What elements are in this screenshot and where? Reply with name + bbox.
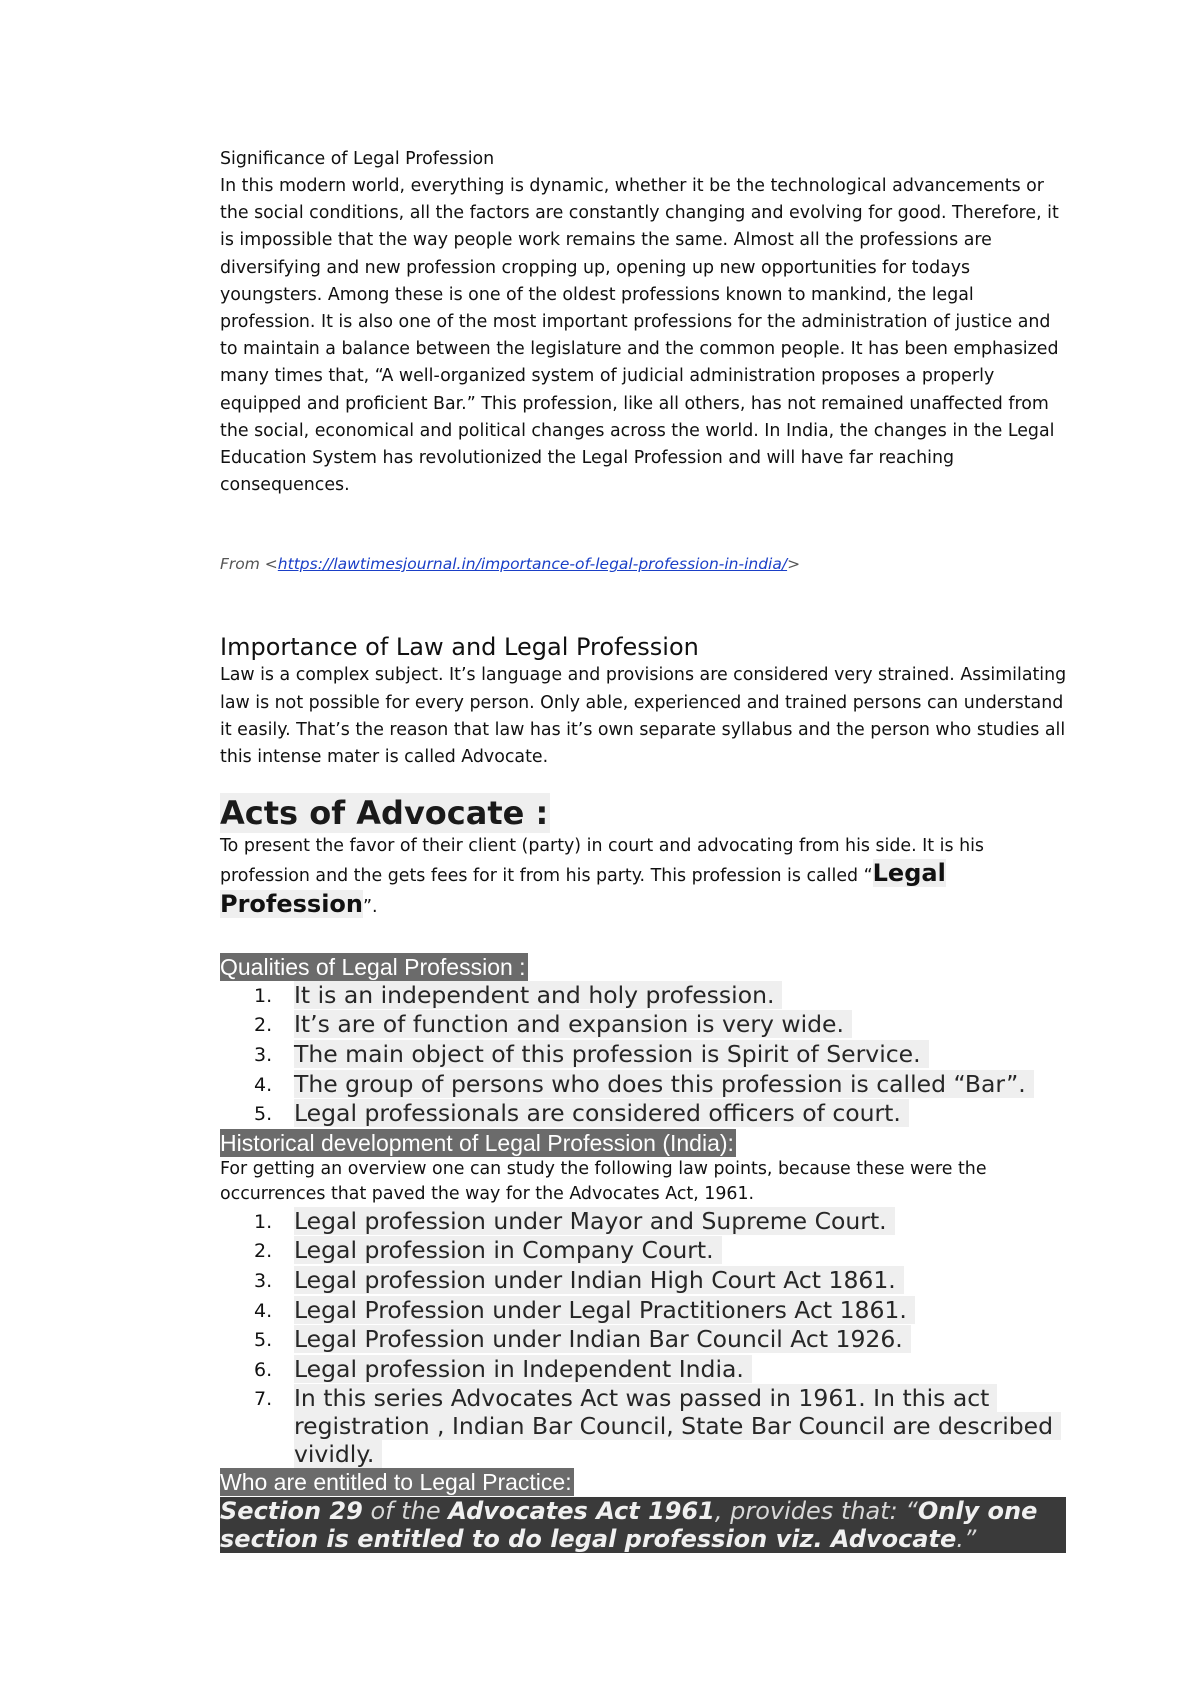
list-text: Legal profession under Indian High Court Act 1861. (294, 1266, 904, 1294)
provides-text: , provides that: “ (714, 1497, 918, 1526)
list-text: In this series Advocates Act was passed in 1961. In this act registration , Indian Bar Council, State Bar Council are described vividly. (294, 1384, 1061, 1468)
section-title-importance: Importance of Law and Legal Profession (220, 633, 699, 662)
list-number: 7. (254, 1388, 273, 1411)
importance-paragraph: Law is a complex subject. It’s language and provisions are considered very strained. Assimilating law is not possible for every person. Only able, experienced and trained persons can understand it easily. That’s the reason that law has it’s own separate syllabus and the person who studies all this intense mater is called Advocate. (220, 665, 1067, 768)
list-item (254, 1266, 1070, 1296)
list-item (254, 1236, 1070, 1266)
list-item (254, 1099, 1070, 1129)
section-29-label: Section 29 (220, 1497, 363, 1526)
list-text: Legal professionals are considered officers of court. (294, 1099, 909, 1127)
section-29-quote (220, 1497, 1066, 1553)
history-heading: Historical development of Legal Profession (India): (220, 1129, 734, 1156)
list-number: 4. (254, 1299, 273, 1322)
list-text: The group of persons who does this profession is called “Bar”. (294, 1070, 1034, 1098)
list-number: 6. (254, 1358, 273, 1381)
list-number: 3. (254, 1270, 273, 1293)
section-title-significance: Significance of Legal Profession (220, 149, 495, 169)
list-item (254, 1040, 1070, 1070)
quote-end: .” (956, 1525, 977, 1554)
list-text: Legal Profession under Legal Practitioners Act 1861. (294, 1296, 915, 1324)
list-number: 1. (254, 1210, 273, 1233)
source-line (220, 552, 1070, 576)
list-number: 2. (254, 1240, 273, 1263)
list-text: Legal Profession under Indian Bar Council Act 1926. (294, 1325, 911, 1353)
qualities-heading: Qualities of Legal Profession : (220, 953, 526, 980)
list-item (254, 1206, 1070, 1237)
entitled-heading: Who are entitled to Legal Practice: (220, 1469, 572, 1496)
acts-paragraph-end: ”. (363, 896, 378, 917)
list-item (254, 980, 1070, 1011)
list-item (254, 1069, 1070, 1100)
list-text: It is an independent and holy profession. (294, 981, 782, 1009)
list-number: 3. (254, 1044, 273, 1067)
legal-profession-term: Legal Profession (220, 859, 946, 918)
list-item (254, 1325, 1070, 1355)
acts-of-advocate-heading: Acts of Advocate : (220, 794, 549, 833)
advocates-act-label: Advocates Act 1961 (448, 1497, 715, 1526)
list-item (254, 1010, 1070, 1040)
list-number: 1. (254, 984, 273, 1007)
list-text: It’s are of function and expansion is very wide. (294, 1010, 852, 1038)
source-prefix: From < (220, 555, 278, 574)
acts-paragraph-start: To present the favor of their client (party) in court and advocating from his side. It is his profession and the gets fees for it from his party. This profession is called “ (220, 836, 984, 887)
list-item (254, 1354, 1070, 1385)
list-number: 4. (254, 1073, 273, 1096)
history-paragraph: For getting an overview one can study the following law points, because these were the occurrences that paved the way for the Advocates Act, 1961. (220, 1158, 987, 1204)
list-number: 5. (254, 1103, 273, 1126)
significance-paragraph: In this modern world, everything is dynamic, whether it be the technological advancements or the social conditions, all the factors are constantly changing and evolving for good. Therefore, it is impossible that the way people work remains the same. Almost all the professions are diversifying and new profession cropping up, opening up new opportunities for todays youngsters. Among these is one of the oldest professions known to mankind, the legal profession. It is also one of the most important professions for the administration of justice and to maintain a balance between the legislature and the common people. It has been emphasized many times that, “A well-organized system of judicial administration proposes a properly equipped and proficient Bar.” This profession, like all others, has not remained unaffected from the social, economical and political changes across the world. In India, the changes in the Legal Education System has revolutionized the Legal Profession and will have far reaching consequences. (220, 176, 1059, 496)
acts-paragraph (220, 833, 1070, 921)
document-page (220, 146, 1070, 1553)
list-item (254, 1295, 1070, 1326)
source-suffix: > (787, 555, 801, 574)
only-one-text: Only one section is entitled to do legal profession viz. Advocate (220, 1497, 1038, 1554)
list-text: Legal profession in Independent India. (294, 1355, 752, 1383)
of-the-text: of the (362, 1497, 449, 1526)
qualities-list (220, 981, 1070, 1129)
list-number: 2. (254, 1014, 273, 1037)
list-text: Legal profession under Mayor and Supreme Court. (294, 1207, 895, 1235)
list-number: 5. (254, 1329, 273, 1352)
list-text: Legal profession in Company Court. (294, 1236, 722, 1264)
list-item (254, 1384, 1070, 1469)
source-link[interactable]: https://lawtimesjournal.in/importance-of-legal-profession-in-india/ (277, 555, 788, 574)
history-list (220, 1207, 1070, 1469)
list-text: The main object of this profession is Spirit of Service. (294, 1040, 929, 1068)
